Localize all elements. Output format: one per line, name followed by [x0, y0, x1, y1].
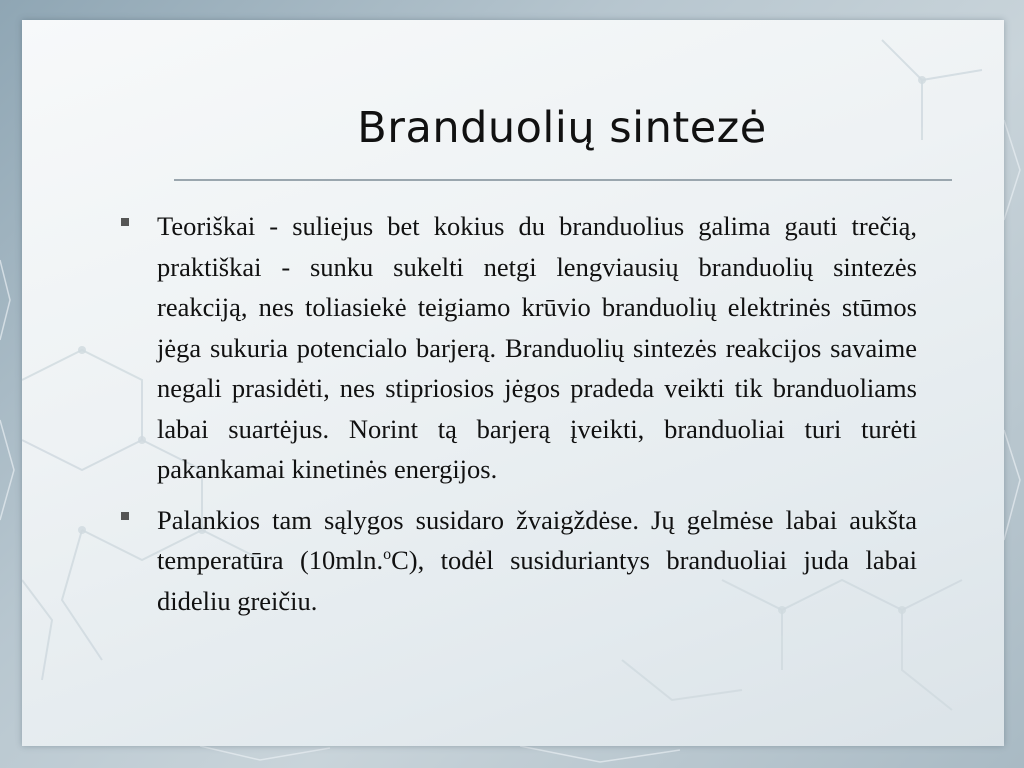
- bullet-text-part: Palankios tam sąlygos susidaro žvaigždėse. Jų gelmėse labai aukšta temperatūra (10mln.: [157, 504, 917, 575]
- square-bullet-icon: [121, 218, 129, 226]
- degree-superscript: o: [383, 546, 392, 564]
- bullet-item-1: [102, 206, 917, 490]
- bullet-item-2: [102, 500, 917, 622]
- slide: [22, 20, 1004, 746]
- bullet-list: [102, 206, 917, 631]
- bullet-text-part: C), todėl susiduriantys branduoliai juda labai dideliu greičiu.: [157, 545, 917, 616]
- square-bullet-icon: [121, 512, 129, 520]
- bullet-text: Teoriškai - suliejus bet kokius du branduolius galima gauti trečią, praktiškai - sunku sukelti netgi lengviausių branduolių sintezės reakciją, nes toliasiekė teigiamo krūvio branduolių elektrinės stūmos jėga sukuria potencialo barjerą. Branduolių sintezės reakcijos savaime negali prasidėti, nes stipriosios jėgos pradeda veikti tik branduoliams labai suartėjus. Norint tą barjerą įveikti, branduoliai turi turėti pakankamai kinetinės energijos.: [157, 211, 917, 484]
- title-divider: [174, 179, 952, 181]
- slide-title: Branduolių sintezė: [357, 103, 767, 153]
- bullet-text: [157, 500, 917, 622]
